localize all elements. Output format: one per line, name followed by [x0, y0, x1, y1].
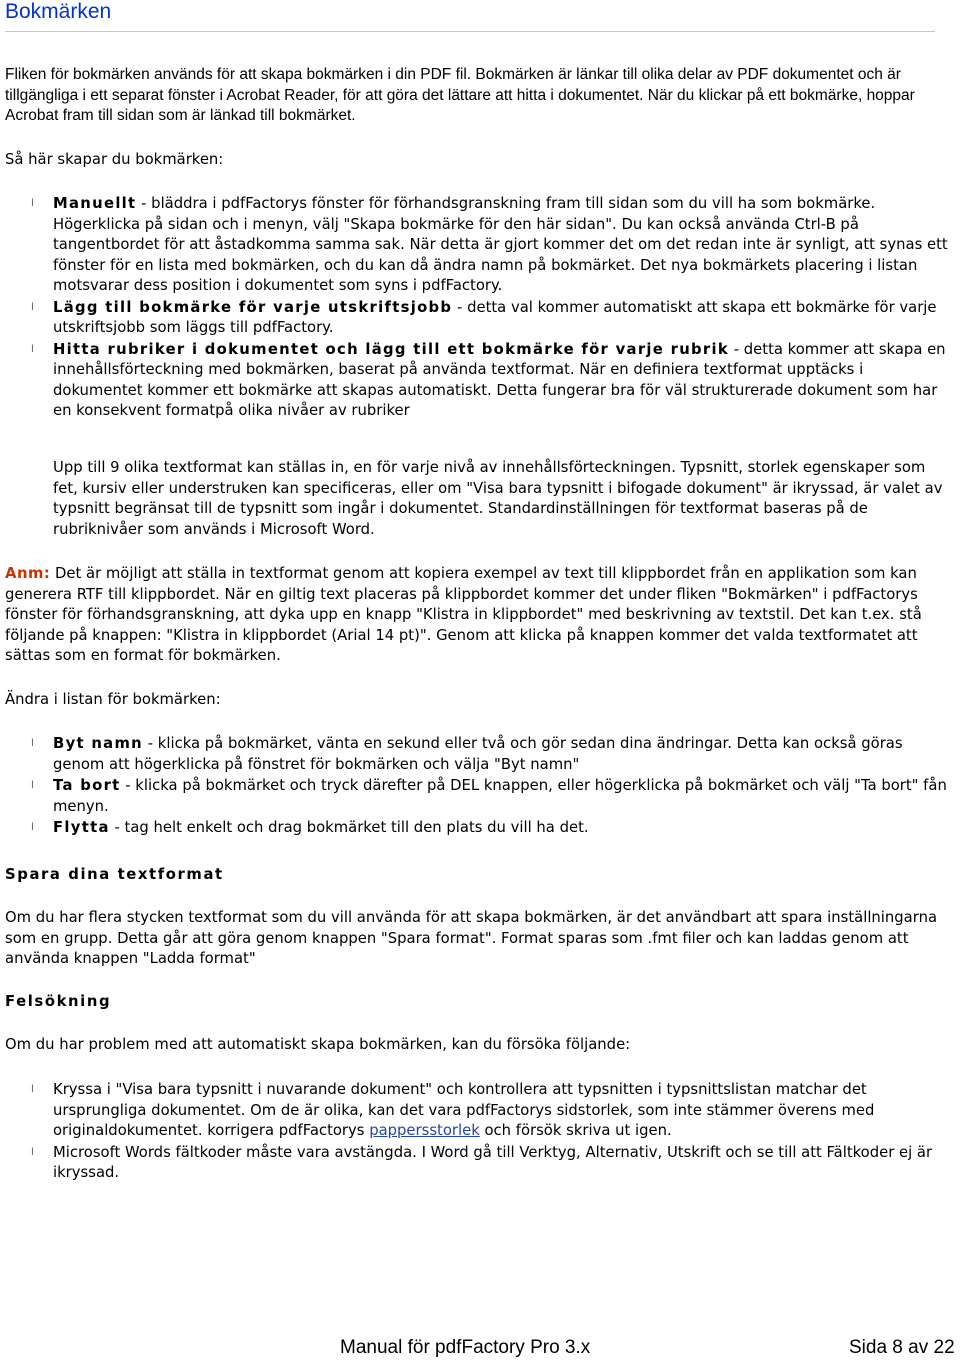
list-item — [0, 776, 950, 817]
list-item — [0, 298, 950, 339]
note-label: Anm: — [5, 565, 51, 582]
bullet-marker: l — [31, 1084, 34, 1095]
term-delete: Ta bort — [53, 777, 121, 794]
item-text: - klicka på bokmärket och tryck därefter på DEL knappen, eller högerklicka på bokmärket och välj "Ta bort" fån menyn. — [53, 777, 947, 815]
item-text: - bläddra i pdfFactorys fönster för förhandsgranskning fram till sidan som du vill ha som bokmärke. Högerklicka på sidan och i menyn, välj "Skapa bokmärke för den här sidan". Du kan också använda Ctrl-B på tangentbordet för att åstadkomma samma sak. När detta är gjort kommer det om det redan inte är synligt, att synas ett fönster för en lista med bokmärken, och du kan då ändra namn på bokmärket. Det nya bokmärkets placering i listan motsvarar dess position i dokumentet som syns i pdfFactory. — [53, 195, 948, 294]
bullet-marker: l — [31, 822, 34, 833]
note-paragraph — [5, 564, 950, 667]
page-title: Bokmärken — [5, 0, 112, 23]
item-text: - detta val kommer automatiskt att skapa ett bokmärke för varje utskriftsjobb som läggs till pdfFactory. — [53, 298, 937, 336]
trouble-intro: Om du har problem med att automatiskt skapa bokmärken, kan du försöka följande: — [5, 1036, 631, 1053]
save-heading: Spara dina textformat — [5, 866, 224, 883]
term-manual: Manuellt — [53, 195, 137, 212]
edit-heading: Ändra i listan för bokmärken: — [5, 691, 221, 708]
term-per-print-job: Lägg till bokmärke för varje utskriftsjobb — [53, 298, 453, 316]
item-text: - detta kommer att skapa en innehållsförteckning med bokmärken, baserat på använda textformat. När en definiera textformat upptäcks i dokumentet kommer ett bokmärke att skapas automatiskt. Detta fungerar bra för väl strukturerade dokument som har en konsekvent formatpå olika nivåer av rubriker — [53, 340, 946, 419]
trouble-heading: Felsökning — [5, 993, 112, 1010]
styles-paragraph: Upp till 9 olika textformat kan ställas in, en för varje nivå av innehållsförteckningen. Typsnitt, storlek egenskaper som fet, kursiv eller understruken kan specificeras, eller om "Visa bara typsnitt i bifogade dokument" är ikryssad, är valet av typsnitt begränsat till de typsnitt som ingår i dokumentet. Standardinställningen för textformat baseras på de rubriknivåer som används i Microsoft Word. — [53, 459, 943, 538]
bullet-marker: l — [31, 198, 34, 209]
bullet-marker: l — [31, 343, 34, 355]
bullet-marker: l — [31, 1146, 34, 1158]
list-item — [0, 340, 950, 422]
intro-paragraph: Fliken för bokmärken används för att skapa bokmärken i din PDF fil. Bokmärken är länkar till olika delar av PDF dokumentet och är tillgängliga i ett separat fönster i Acrobat Reader, för att göra det lättare att hitta i dokumentet. När du klickar på ett bokmärke, hoppar Acrobat fram till sidan som är länkad till bokmärket. — [5, 66, 915, 124]
list-item — [0, 194, 950, 297]
list-item — [0, 818, 950, 839]
term-find-headings: Hitta rubriker i dokumentet och lägg till ett bokmärke för varje rubrik — [53, 340, 730, 358]
item-text: och försök skriva ut igen. — [479, 1122, 672, 1139]
bullet-marker: l — [31, 301, 34, 313]
item-text: Kryssa i "Visa bara typsnitt i nuvarande dokument" och kontrollera att typsnitten i typsnittslistan matchar det ursprungliga dokumentet. Om de är olika, kan det vara pdfFactorys sidstorlek, som inte stämmer överens med originaldokumentet. korrigera pdfFactorys — [53, 1081, 875, 1139]
bullet-marker: l — [31, 780, 34, 791]
list-item — [0, 734, 950, 775]
trouble-list — [0, 1080, 950, 1185]
title-divider — [5, 31, 935, 32]
create-heading: Så här skapar du bokmärken: — [5, 151, 224, 168]
list-item — [0, 1143, 950, 1184]
term-rename: Byt namn — [53, 735, 144, 752]
item-text: - tag helt enkelt och drag bokmärket till den plats du vill ha det. — [109, 819, 589, 836]
footer-page-number: Sida 8 av 22 — [849, 1337, 955, 1358]
save-paragraph: Om du har flera stycken textformat som du vill använda för att skapa bokmärken, är det användbart att spara inställningarna som en grupp. Detta går att göra genom knappen "Spara format". Format sparas som .fmt filer och kan laddas genom att använda knappen "Ladda format" — [5, 909, 938, 967]
edit-actions-list — [0, 734, 950, 840]
item-text: - klicka på bokmärket, vänta en sekund eller två och gör sedan dina ändringar. Detta kan också göras genom att högerklicka på fönstret för bokmärken och välja "Byt namn" — [53, 735, 903, 773]
bullet-marker: l — [31, 738, 34, 749]
item-text: Microsoft Words fältkoder måste vara avstängda. I Word gå till Verktyg, Alternativ, Utskrift och se till att Fältkoder ej är ikryssad. — [53, 1143, 933, 1181]
create-methods-list — [0, 194, 950, 423]
paper-size-link[interactable]: pappersstorlek — [369, 1122, 480, 1139]
term-move: Flytta — [53, 819, 110, 836]
list-item — [0, 1080, 950, 1142]
note-text: Det är möjligt att ställa in textformat genom att kopiera exempel av text till klippbordet från en applikation som kan generera RTF till klippbordet. När en giltig text placeras på klippbordet kommer det under fliken "Bokmärken" i pdfFactorys fönster för förhandsgranskning, att dyka upp en knapp "Klistra in klippbordet" med beskrivning av textstil. Det kan t.ex. stå följande på knappen: "Klistra in klippbordet (Arial 14 pt)". Genom att klicka på knappen kommer det valda textformatet att sättas som en format för bokmärken. — [5, 565, 922, 664]
footer-title: Manual för pdfFactory Pro 3.x — [340, 1337, 591, 1358]
